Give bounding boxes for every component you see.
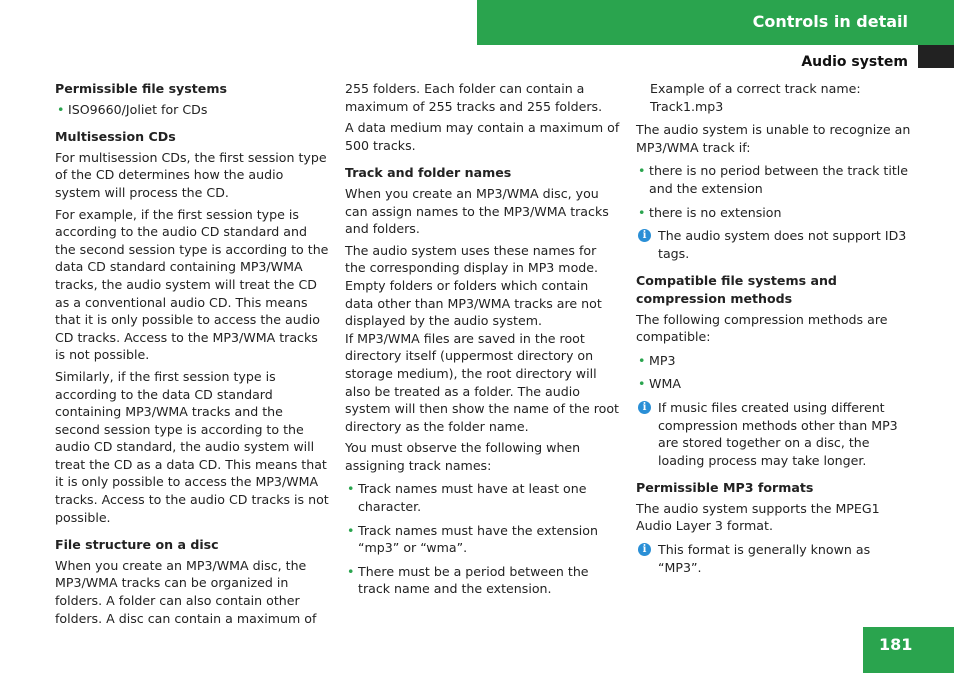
paragraph: When you create an MP3/WMA disc, the MP3/WMA tracks can be organized in folders. A folder can also contain other folders. A disc can contain a maximum of bbox=[55, 557, 317, 626]
paragraph: The audio system is unable to recognize an MP3/WMA track if: bbox=[636, 122, 911, 155]
list-item: • there is no period between the track title and the extension bbox=[636, 162, 911, 197]
paragraph: If MP3/WMA files are saved in the root directory itself (uppermost directory on storage medium), the root directory will also be treated as a folder. The audio system will then show the name of the root directory as the folder name. bbox=[345, 330, 619, 434]
info-icon: i bbox=[638, 229, 651, 242]
column-2 bbox=[345, 80, 620, 604]
paragraph: For multisession CDs, the first session type of the CD determines how the audio system will process the CD. bbox=[55, 149, 327, 200]
paragraph: When you create an MP3/WMA disc, you can assign names to the MP3/WMA tracks and folders. bbox=[345, 185, 609, 237]
section-title: Controls in detail bbox=[752, 12, 908, 31]
column-3 bbox=[636, 80, 911, 582]
heading-multisession: Multisession CDs bbox=[55, 129, 176, 145]
paragraph: 255 folders. Each folder can contain a maximum of 255 tracks and 255 folders. bbox=[345, 81, 603, 114]
heading-file-systems: Permissible file systems bbox=[55, 81, 227, 96]
page-number-box bbox=[863, 627, 954, 673]
paragraph: For example, if the first session type is according to the audio CD standard and the second session type is according to the data CD standard containing MP3/WMA tracks, the audio system will treat the CD as a conventional audio CD. This means that it is only possible to access the audio CD tracks. Access to the MP3/WMA tracks is not possible. bbox=[55, 206, 329, 363]
example-label: Example of a correct track name: bbox=[650, 81, 861, 96]
info-note bbox=[636, 399, 911, 469]
list-item: • there is no extension bbox=[636, 204, 911, 222]
page-number: 181 bbox=[879, 635, 913, 654]
info-text: If music files created using different compression methods other than MP3 are stored together on a disc, the loading process may take longer. bbox=[658, 399, 898, 468]
heading-file-structure: File structure on a disc bbox=[55, 537, 219, 553]
paragraph: The audio system supports the MPEG1 Audio Layer 3 format. bbox=[636, 500, 880, 534]
list-item: • WMA bbox=[636, 375, 911, 393]
info-note bbox=[636, 541, 911, 576]
list-item: • There must be a period between the track name and the extension. bbox=[345, 563, 620, 598]
info-note bbox=[636, 227, 911, 262]
list-item: • ISO9660/Joliet for CDs bbox=[55, 101, 330, 119]
paragraph: The following compression methods are compatible: bbox=[636, 311, 888, 345]
heading-mp3-formats: Permissible MP3 formats bbox=[636, 480, 814, 496]
paragraph: A data medium may contain a maximum of 500 tracks. bbox=[345, 120, 620, 153]
paragraph: The audio system uses these names for the corresponding display in MP3 mode. Empty folders or folders which contain data other than MP3/WMA tracks are not displayed by the audio system. bbox=[345, 242, 602, 329]
paragraph: Similarly, if the first session type is according to the data CD standard containing MP3/WMA tracks and the second session type is according to the audio CD standard, the audio system will treat the CD as a data CD. This means that it is only possible to access the MP3/WMA tracks. Access to the audio CD tracks is not possible. bbox=[55, 368, 329, 525]
paragraph: You must observe the following when assigning track names: bbox=[345, 440, 581, 473]
header-bar bbox=[477, 0, 954, 45]
example-value: Track1.mp3 bbox=[650, 98, 724, 114]
side-tab-marker bbox=[918, 45, 954, 68]
list-item: • Track names must have at least one character. bbox=[345, 480, 620, 515]
info-text: This format is generally known as “MP3”. bbox=[658, 542, 871, 575]
list-item: • MP3 bbox=[636, 352, 911, 370]
heading-compression: Compatible file systems and compression methods bbox=[636, 273, 837, 306]
info-icon: i bbox=[638, 401, 651, 414]
column-1 bbox=[55, 80, 330, 631]
list-item: • Track names must have the extension “mp3” or “wma”. bbox=[345, 522, 620, 557]
info-text: The audio system does not support ID3 tags. bbox=[658, 228, 907, 261]
info-icon: i bbox=[638, 543, 651, 556]
heading-track-names: Track and folder names bbox=[345, 165, 512, 181]
subsection-title: Audio system bbox=[801, 54, 908, 70]
